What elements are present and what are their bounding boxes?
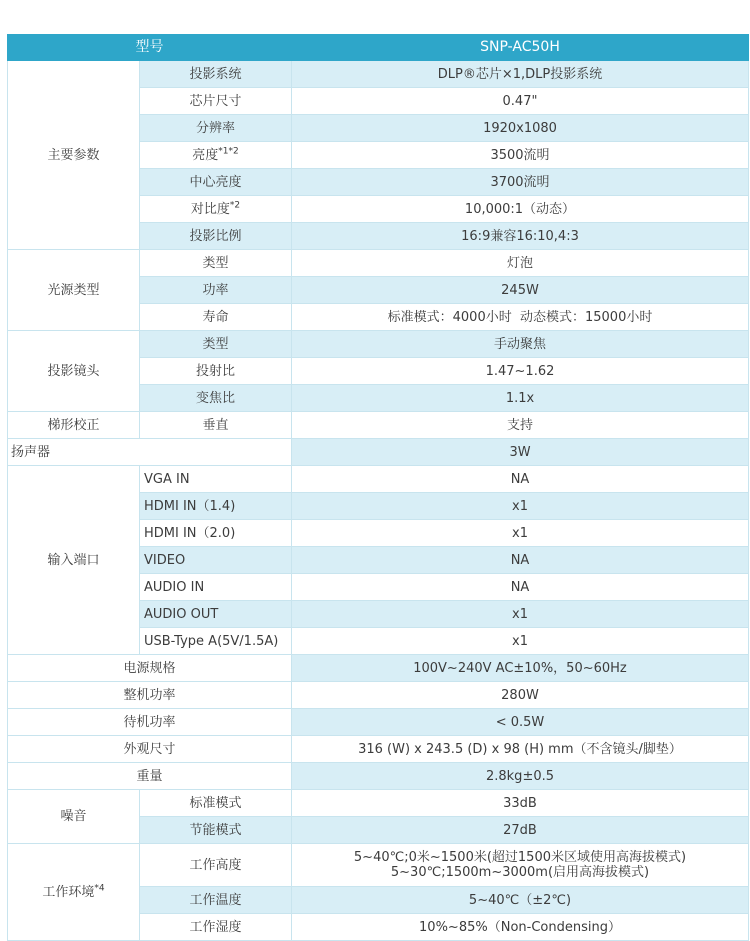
spec-value: 灯泡 xyxy=(292,250,749,277)
table-row xyxy=(8,439,749,466)
footnote-mark: *2 xyxy=(229,200,241,211)
spec-name: VGA IN xyxy=(140,466,292,493)
spec-name: 类型 xyxy=(140,331,292,358)
category-environment xyxy=(8,844,140,941)
spec-name: 分辨率 xyxy=(140,115,292,142)
table-row xyxy=(8,331,749,358)
spec-name: 芯片尺寸 xyxy=(140,88,292,115)
spec-name: 垂直 xyxy=(140,412,292,439)
spec-name: USB-Type A(5V/1.5A) xyxy=(140,628,292,655)
spec-name: AUDIO IN xyxy=(140,574,292,601)
spec-name: 工作高度 xyxy=(140,844,292,887)
category-main-params: 主要参数 xyxy=(8,61,140,250)
spec-name: 标准模式 xyxy=(140,790,292,817)
spec-value: 1.1x xyxy=(292,385,749,412)
spec-value: 280W xyxy=(292,682,749,709)
table-row xyxy=(8,682,749,709)
spec-value: 1.47~1.62 xyxy=(292,358,749,385)
spec-value: x1 xyxy=(292,493,749,520)
model-label: 型号 xyxy=(8,35,292,61)
category-standby-power: 待机功率 xyxy=(8,709,292,736)
footnote-mark: *1*2 xyxy=(218,146,239,157)
spec-name: 工作湿度 xyxy=(140,914,292,941)
spec-value: 2.8kg±0.5 xyxy=(292,763,749,790)
category-dimensions: 外观尺寸 xyxy=(8,736,292,763)
spec-name: VIDEO xyxy=(140,547,292,574)
category-speaker: 扬声器 xyxy=(8,439,292,466)
category-weight: 重量 xyxy=(8,763,292,790)
spec-name-contrast xyxy=(140,196,292,223)
spec-name: HDMI IN（1.4) xyxy=(140,493,292,520)
table-row xyxy=(8,844,749,887)
category-keystone: 梯形校正 xyxy=(8,412,140,439)
spec-value: DLP®芯片×1,DLP投影系统 xyxy=(292,61,749,88)
category-power-consumption: 整机功率 xyxy=(8,682,292,709)
model-value: SNP-AC50H xyxy=(292,35,749,61)
spec-value: < 0.5W xyxy=(292,709,749,736)
spec-value: 10%~85%（Non-Condensing） xyxy=(292,914,749,941)
spec-value: x1 xyxy=(292,520,749,547)
spec-value: 100V~240V AC±10%，50~60Hz xyxy=(292,655,749,682)
spec-value: 10,000:1（动态） xyxy=(292,196,749,223)
spec-name: 工作温度 xyxy=(140,887,292,914)
altitude-line-1: 5~40℃;0米~1500米(超过1500米区域使用高海拔模式) xyxy=(353,850,687,865)
spec-value: x1 xyxy=(292,628,749,655)
table-row xyxy=(8,709,749,736)
spec-table xyxy=(7,34,749,941)
spec-name: 类型 xyxy=(140,250,292,277)
spec-name: 寿命 xyxy=(140,304,292,331)
spec-value: 27dB xyxy=(292,817,749,844)
category-light-source: 光源类型 xyxy=(8,250,140,331)
table-row xyxy=(8,763,749,790)
spec-value: 标准模式：4000小时 动态模式：15000小时 xyxy=(292,304,749,331)
spec-name: 投影系统 xyxy=(140,61,292,88)
spec-value: NA xyxy=(292,547,749,574)
altitude-line-2: 5~30℃;1500m~3000m(启用高海拔模式) xyxy=(390,865,650,880)
spec-name: AUDIO OUT xyxy=(140,601,292,628)
spec-value: 3700流明 xyxy=(292,169,749,196)
category-power-spec: 电源规格 xyxy=(8,655,292,682)
table-row xyxy=(8,412,749,439)
spec-value: 3500流明 xyxy=(292,142,749,169)
table-row xyxy=(8,61,749,88)
table-row xyxy=(8,250,749,277)
spec-value: x1 xyxy=(292,601,749,628)
spec-value-altitude xyxy=(292,844,749,887)
spec-name: HDMI IN（2.0) xyxy=(140,520,292,547)
table-row xyxy=(8,655,749,682)
spec-name-text: 亮度 xyxy=(192,147,219,163)
spec-value: 16:9兼容16:10,4:3 xyxy=(292,223,749,250)
spec-name: 功率 xyxy=(140,277,292,304)
spec-value: 3W xyxy=(292,439,749,466)
category-lens: 投影镜头 xyxy=(8,331,140,412)
spec-name-text: 对比度 xyxy=(190,201,230,217)
table-row xyxy=(8,466,749,493)
spec-value: NA xyxy=(292,574,749,601)
spec-value: 5~40℃（±2℃) xyxy=(292,887,749,914)
spec-name: 投射比 xyxy=(140,358,292,385)
spec-name: 节能模式 xyxy=(140,817,292,844)
spec-value: NA xyxy=(292,466,749,493)
table-row xyxy=(8,736,749,763)
table-header-row xyxy=(8,35,749,61)
spec-value: 1920x1080 xyxy=(292,115,749,142)
category-text: 工作环境 xyxy=(42,884,95,900)
spec-name: 中心亮度 xyxy=(140,169,292,196)
spec-value: 316 (W) x 243.5 (D) x 98 (H) mm（不含镜头/脚垫） xyxy=(292,736,749,763)
category-noise: 噪音 xyxy=(8,790,140,844)
table-row xyxy=(8,790,749,817)
spec-name-brightness xyxy=(140,142,292,169)
spec-value: 手动聚焦 xyxy=(292,331,749,358)
category-ports: 输入端口 xyxy=(8,466,140,655)
spec-value: 33dB xyxy=(292,790,749,817)
spec-name: 变焦比 xyxy=(140,385,292,412)
spec-value: 245W xyxy=(292,277,749,304)
spec-value: 支持 xyxy=(292,412,749,439)
spec-value: 0.47" xyxy=(292,88,749,115)
spec-name: 投影比例 xyxy=(140,223,292,250)
footnote-mark: *4 xyxy=(94,883,105,894)
